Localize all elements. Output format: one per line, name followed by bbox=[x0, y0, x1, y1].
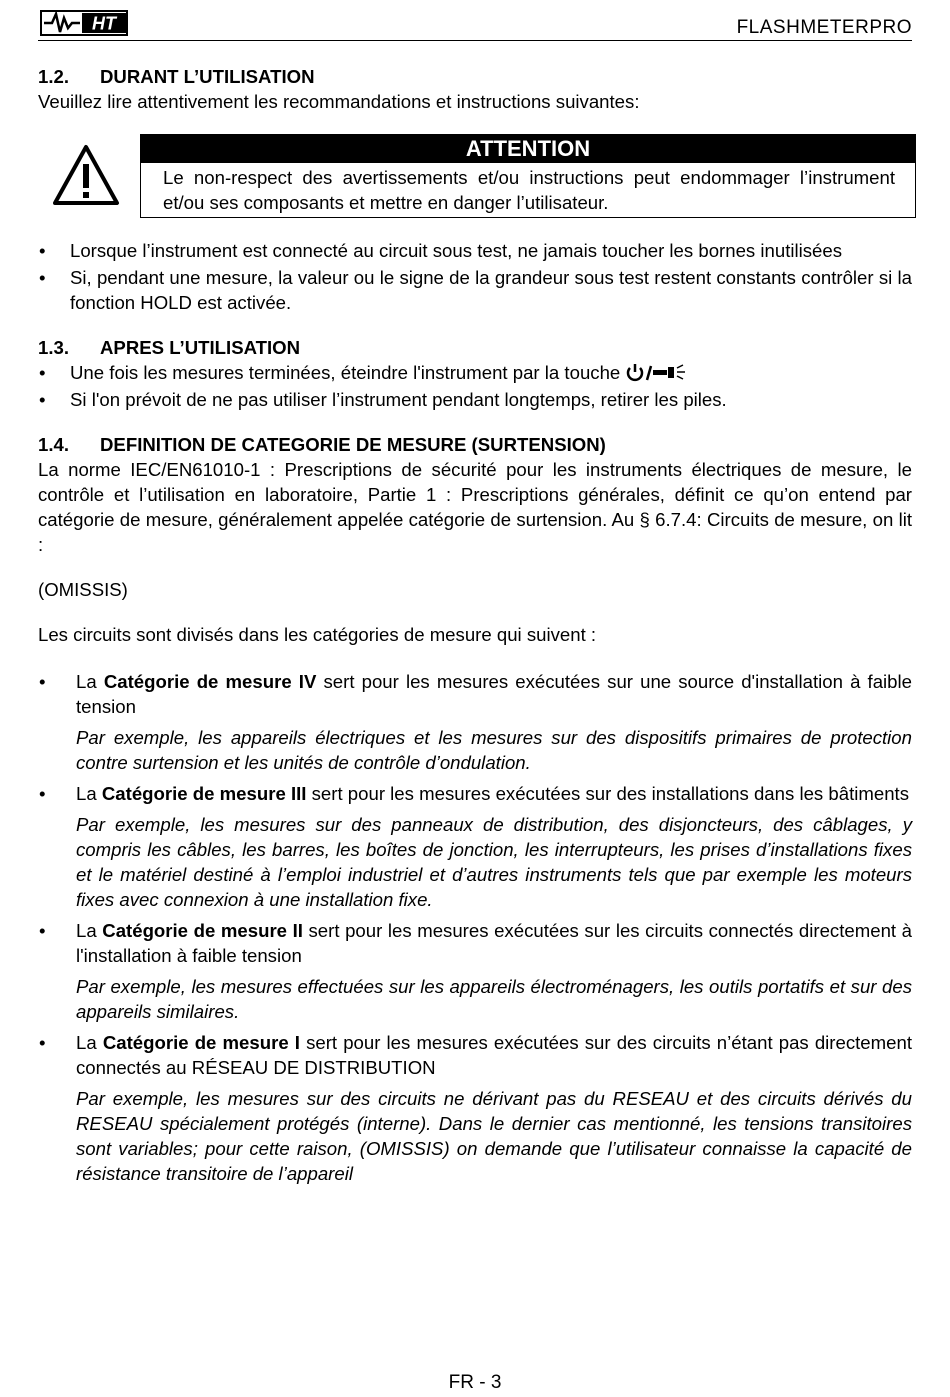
warning-title: ATTENTION bbox=[141, 135, 915, 163]
warning-box bbox=[140, 134, 916, 218]
category-iii-item: • La Catégorie de mesure III sert pour les mesures exécutées sur des installations dans les bâtiments Par exemple, les mesures sur des panneaux de distribution, des disjoncteurs, des câblages, y compris les câbles, les barres, les boîtes de jonction, les interrupteurs, les prises d’installations fixes et le matériel destiné à l’emploi industriel et d’autres instruments tels que par exemple les moteurs fixes avec connexion à une installation fixe. bbox=[38, 781, 912, 912]
after-use-bullets bbox=[38, 360, 912, 412]
category-example: Par exemple, les mesures sur des panneaux de distribution, des disjoncteurs, des câblages, y compris les câbles, les barres, les boîtes de jonction, les interrupteurs, les prises d’installations fixes et le matériel destiné à l’emploi industriel et d’autres instruments tels que par exemple les moteurs fixes avec connexion à une installation fixe. bbox=[76, 814, 912, 910]
page-number: FR - 3 bbox=[448, 1372, 502, 1393]
svg-text:HT: HT bbox=[92, 13, 116, 34]
list-item: • Si l'on prévoit de ne pas utiliser l’instrument pendant longtemps, retirer les piles. bbox=[38, 387, 912, 412]
warning-text: Le non-respect des avertissements et/ou instructions peut endommager l’instrument et/ou ses composants et mettre en danger l’utilisateur. bbox=[163, 167, 895, 213]
section-intro: Veuillez lire attentivement les recommandations et instructions suivantes: bbox=[38, 91, 640, 112]
document-title: FLASHMETERPRO bbox=[736, 17, 912, 38]
list-item: • Si, pendant une mesure, la valeur ou le signe de la grandeur sous test restent constants contrôler si la fonction HOLD est activée. bbox=[38, 265, 912, 315]
category-example: Par exemple, les mesures effectuées sur les appareils électroménagers, les outils portatifs et sur des appareils similaires. bbox=[76, 976, 912, 1022]
standard-paragraph: La norme IEC/EN61010-1 : Prescriptions de sécurité pour les instruments électriques de mesure, le contrôle et l’utilisation en laboratoire, Partie 1 : Prescriptions générales, définit ce qu’on entend par catégorie de mesure, généralement appelée catégorie de surtension. Au § 6.7.4: Circuits de mesure, on lit : bbox=[38, 459, 912, 555]
section-heading-1-4: 1.4. DEFINITION DE CATEGORIE DE MESURE (SURTENSION) bbox=[38, 434, 606, 455]
list-item: • Lorsque l’instrument est connecté au circuit sous test, ne jamais toucher les bornes inutilisées bbox=[38, 238, 912, 263]
category-ii-item: • La Catégorie de mesure II sert pour les mesures exécutées sur les circuits connectés directement à l'installation à faible tension Par exemple, les mesures effectuées sur les appareils électroménagers, les outils portatifs et sur des appareils similaires. bbox=[38, 918, 912, 1024]
ht-logo bbox=[40, 10, 128, 36]
omissis-text: (OMISSIS) bbox=[38, 579, 128, 600]
warning-triangle-icon bbox=[52, 144, 120, 206]
category-list bbox=[38, 669, 912, 1186]
list-item: • Une fois les mesures terminées, éteindre l'instrument par la touche bbox=[38, 360, 912, 385]
section-heading-1-2: 1.2. DURANT L’UTILISATION bbox=[38, 66, 315, 87]
category-iv-item: • La Catégorie de mesure IV sert pour les mesures exécutées sur une source d'installation à faible tension Par exemple, les appareils électriques et les mesures sur des dispositifs primaires de protection contre surtension et les unités de contrôle d’ondulation. bbox=[38, 669, 912, 775]
page-header bbox=[38, 6, 912, 41]
power-light-key-icon bbox=[625, 362, 691, 382]
page-content bbox=[38, 64, 912, 1192]
category-example: Par exemple, les appareils électriques et les mesures sur des dispositifs primaires de protection contre surtension et les unités de contrôle d’ondulation. bbox=[76, 727, 912, 773]
usage-bullets bbox=[38, 238, 912, 315]
category-example: Par exemple, les mesures sur des circuits ne dérivant pas du RESEAU et des circuits dérivés du RESEAU spécialement protégés (interne). Dans le dernier cas mentionné, les tensions transitoires sont variables; pour cette raison, (OMISSIS) on demande que l’utilisateur connaisse la capacité de résistance transitoire de l’appareil bbox=[76, 1088, 912, 1184]
section-heading-1-3: 1.3. APRES L’UTILISATION bbox=[38, 337, 301, 358]
warning-block bbox=[38, 134, 912, 222]
categories-intro: Les circuits sont divisés dans les catégories de mesure qui suivent : bbox=[38, 624, 597, 645]
category-i-item: • La Catégorie de mesure I sert pour les mesures exécutées sur des circuits n’étant pas directement connectés au RÉSEAU DE DISTRIBUTION Par exemple, les mesures sur des circuits ne dérivant pas du RESEAU et des circuits dérivés du RESEAU spécialement protégés (interne). Dans le dernier cas mentionné, les tensions transitoires sont variables; pour cette raison, (OMISSIS) on demande que l’utilisateur connaisse la capacité de résistance transitoire de l’appareil bbox=[38, 1030, 912, 1186]
